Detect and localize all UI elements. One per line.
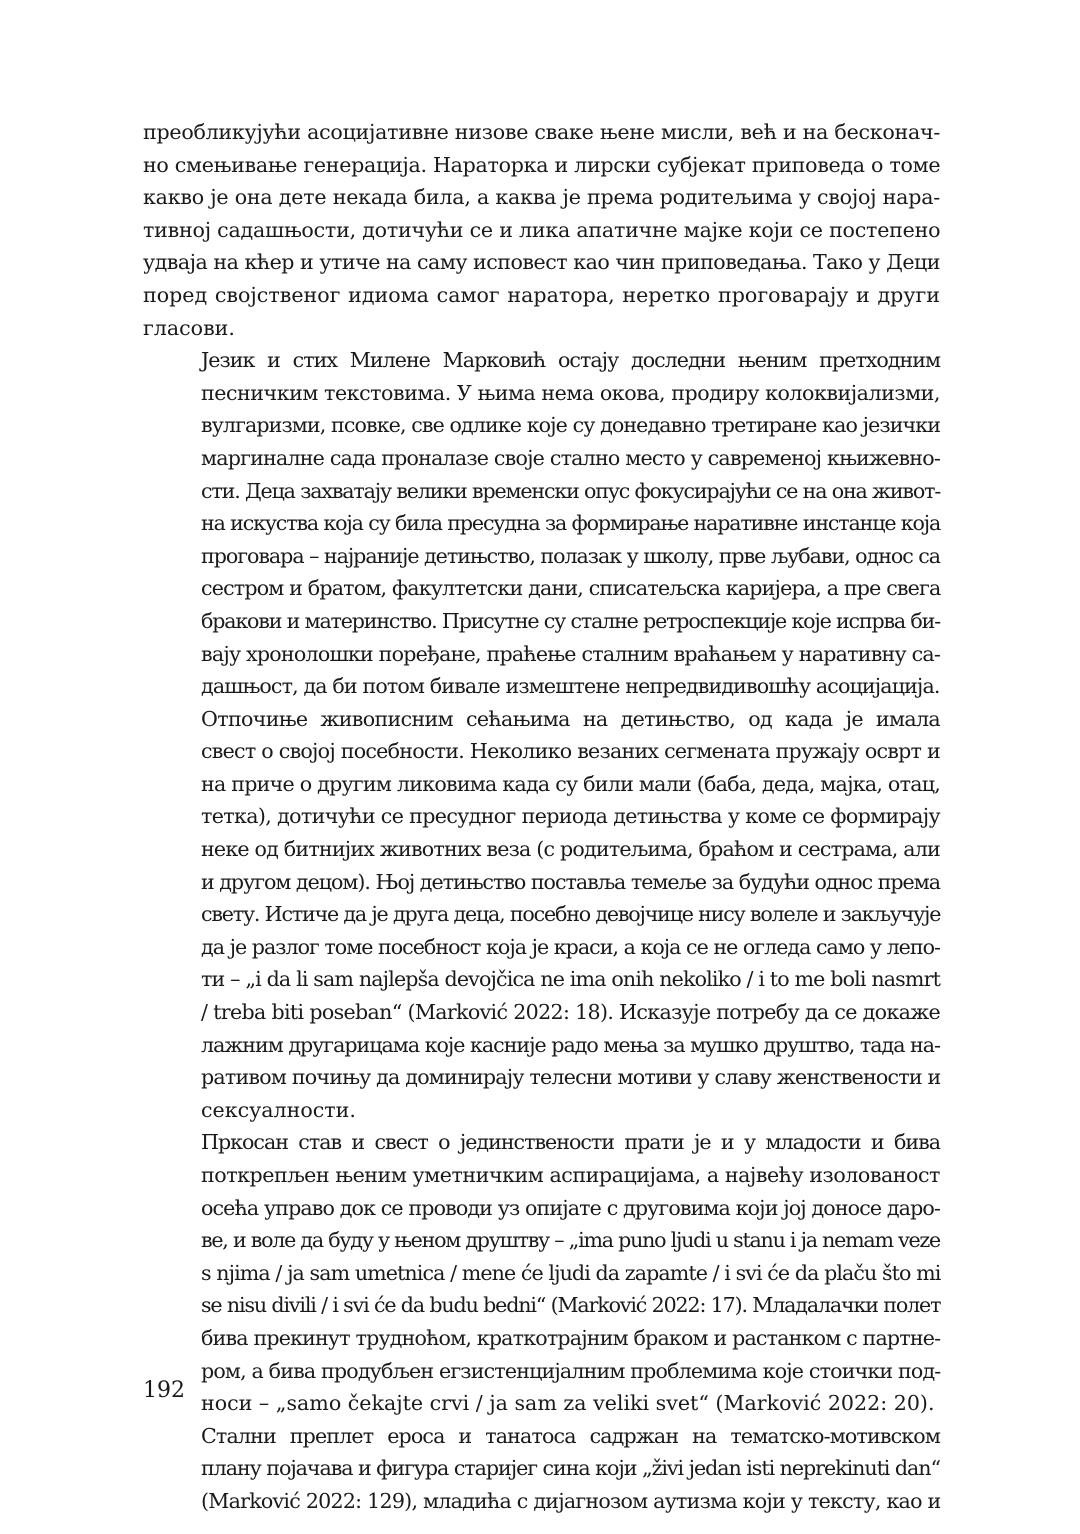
body-text [143, 116, 940, 1518]
text-line: плану појачава и фигура старијег сина који „živi jedan isti neprekinuti dan“ [201, 1456, 940, 1481]
text-line: сестром и братом, факултетски дани, списатељска каријера, а пре свега [201, 576, 941, 601]
paragraph-2 [143, 344, 940, 703]
text-line: на приче о другим ликовима када су били мали (баба, деда, мајка, отац, [201, 771, 940, 796]
text-line: se nisu divili / i svi će da budu bedni“ (Marković 2022: 17). Младалачки полет [201, 1293, 941, 1318]
text-line: да је разлог томе посебност која је краси, а која се не огледа само у лепо- [201, 934, 940, 959]
text-line: осећа управо док се проводи уз опијате с друговима који јој доносе даро- [201, 1195, 940, 1220]
text-line: песничким текстовима. У њима нема окова, продиру колоквијализми, [201, 380, 940, 405]
text-line: но смењивање генерација. Нараторка и лирски субјекат приповеда о томе [143, 152, 941, 177]
text-line: неке од битнијих животних веза (с родитељима, браћом и сестрама, али [201, 837, 940, 862]
text-line: на искуства која су била пресудна за формирање наративне инстанце која [201, 511, 941, 536]
paragraph-5 [143, 1420, 940, 1518]
page-number: 192 [143, 1378, 185, 1403]
text-line: носи – „samo čekajte crvi / ja sam za veliki svet“ (Marković 2022: 20). [201, 1391, 935, 1416]
text-line: поред својственог идиома самог наратора, неретко проговарају и други [143, 282, 940, 307]
text-line: Језик и стих Милене Марковић остају доследни њеним претходним [201, 348, 940, 373]
text-line: тивној садашњости, дотичући се и лика апатичне мајке који се постепено [143, 217, 941, 242]
text-line: сексуалности. [201, 1097, 356, 1122]
text-line: свету. Истиче да је друга деца, посебно девојчице нису волеле и закључује [201, 902, 941, 927]
paragraph-4 [143, 1126, 940, 1419]
text-line: свест о својој посебности. Неколико везаних сегмената пружају осврт и [201, 739, 940, 764]
text-line: бракови и материнство. Присутне су сталне ретроспекције које испрва би- [201, 608, 940, 633]
text-line: (Marković 2022: 129), младића с дијагнозом аутизма који у тексту, као и [201, 1488, 941, 1513]
text-line: s njima / ja sam umetnica / mene će ljudi da zapamte / i svi će da plaču što mi [201, 1260, 941, 1285]
text-line: Отпочиње живописним сећањима на детињство, од када је имала [201, 706, 940, 731]
text-line: бива прекинут трудноћом, краткотрајним браком и растанком с партне- [201, 1325, 941, 1350]
text-line: Пркосан став и свест о јединствености прати је и у младости и бива [201, 1130, 940, 1155]
text-line: гласови. [143, 315, 235, 340]
text-line: какво је она дете некада била, а каква је према родитељима у својој нара- [143, 185, 940, 210]
text-line: вулгаризми, псовке, све одлике које су донедавно третиране као језички [201, 413, 941, 438]
text-line: маргиналне сада проналазе своје стално место у савременој књижевно- [201, 445, 940, 470]
text-line: ве, и воле да буду у њеном друштву – „ima puno ljudi u stanu i ja nemam veze [201, 1228, 940, 1253]
text-line: дашњост, да би потом бивале измештене непредвидивошћу асоцијација. [201, 674, 940, 699]
paragraph-1 [143, 116, 940, 344]
text-line: ром, а бива продубљен егзистенцијалним проблемима које стоички под- [201, 1358, 941, 1383]
text-line: преобликујући асоцијативне низове сваке њене мисли, већ и на бесконач- [143, 120, 941, 144]
text-line: Стални преплет ероса и танатоса садржан на тематско-мотивском [201, 1423, 940, 1448]
text-line: ти – „i da li sam najlepša devojčica ne ima onih nekoliko / i to me boli nasmrt [201, 967, 940, 992]
text-line: поткрепљен њеним уметничким аспирацијама, а највећу изолованост [201, 1163, 940, 1187]
paragraph-3 [143, 703, 940, 1127]
text-line: удваја на кћер и утиче на саму исповест као чин приповедања. Тако у Деци [143, 250, 940, 275]
text-line: / treba biti poseban“ (Marković 2022: 18). Исказује потребу да се докаже [201, 1000, 940, 1025]
text-line: тетка), дотичући се пресудног периода детињства у коме се формирају [201, 804, 940, 829]
text-line: лажним другарицама које касније радо мења за мушко друштво, тада на- [201, 1032, 941, 1057]
text-line: проговара – најраније детињство, полазак у школу, прве љубави, однос са [201, 543, 941, 568]
text-line: и другом децом). Њој детињство поставља темеље за будући однос према [201, 869, 940, 894]
text-line: вају хронолошки поређане, праћење сталним враћањем у наративну са- [201, 641, 941, 666]
text-line: ративом почињу да доминирају телесни мотиви у славу женствености и [201, 1065, 941, 1090]
text-line: сти. Деца захватају велики временски опус фокусирајући се на она живот- [201, 478, 941, 503]
